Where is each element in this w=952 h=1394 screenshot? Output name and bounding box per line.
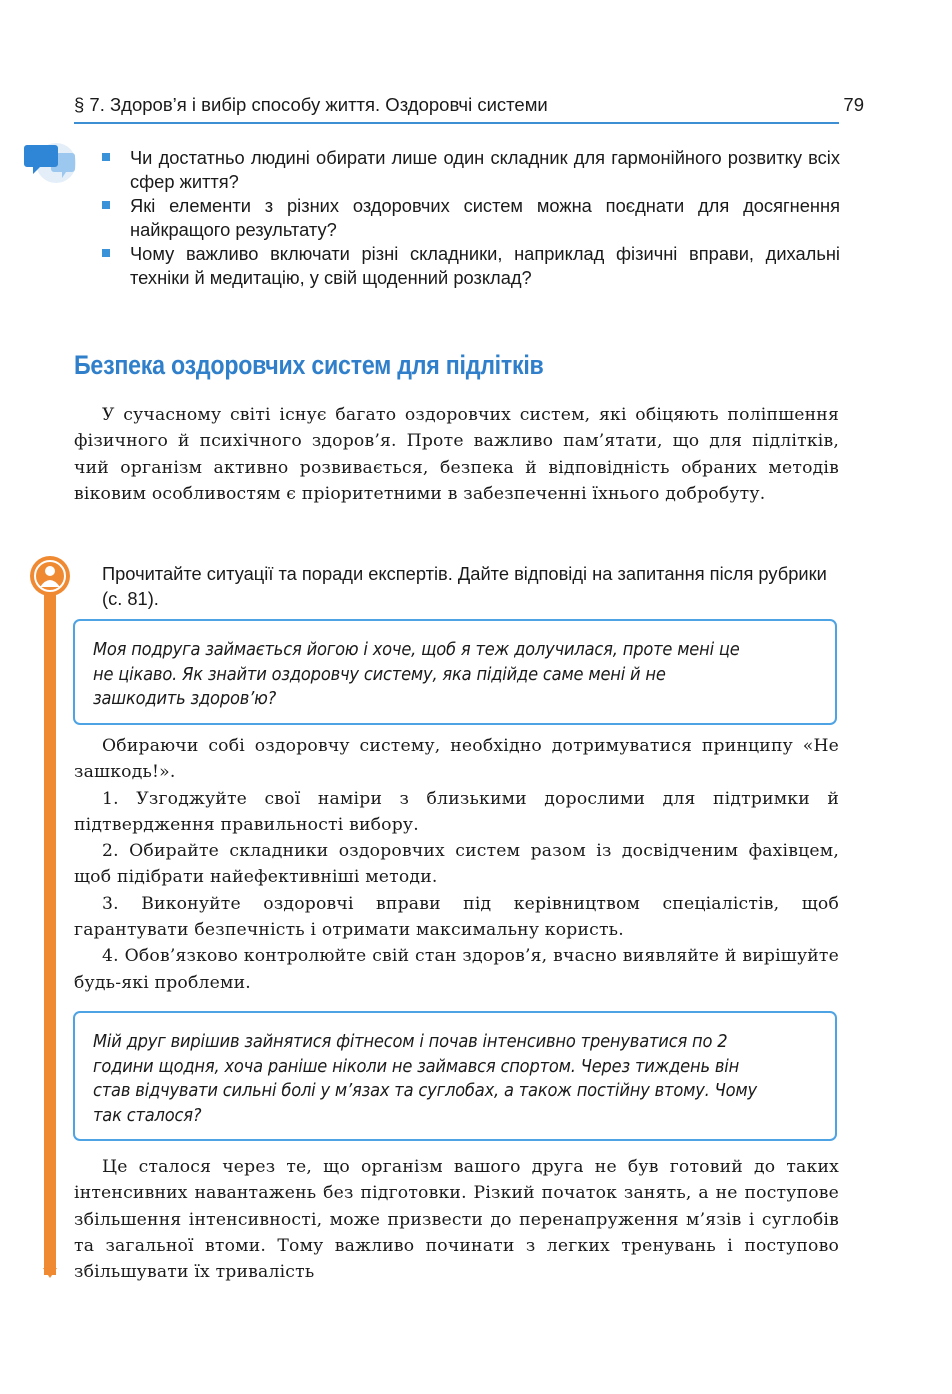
advice-item: 2. Обирайте складники оздоровчих систем разом із досвідченим фахівцем, щоб підібрати найефективніші методи.	[74, 841, 839, 888]
chat-bubbles-icon	[24, 141, 76, 185]
question-item	[100, 194, 840, 242]
intro-paragraph: У сучасному світі існує багато оздоровчих систем, які обіцяють поліпшення фізичного й психічного здоров’я. Проте важливо пам’ятати, що для підлітків, чий організм активно розвивається, безпека й відповідність обраних методів віковим особливостям є пріоритетними в забезпеченні їхнього добробуту.	[74, 405, 839, 504]
question-item	[100, 146, 840, 194]
advice-item: 4. Обов’язково контролюйте свій стан здоров’я, вчасно виявляйте й вирішуйте будь-які проблеми.	[74, 946, 839, 993]
expert-advice	[74, 733, 839, 996]
question-item	[100, 242, 840, 290]
situation-box	[73, 1011, 837, 1141]
question-text: Чому важливо включати різні складники, наприклад фізичні вправи, дихальні техніки й медитацію, у свій щоденний розклад?	[130, 243, 840, 288]
bullet-square-icon	[102, 249, 110, 257]
running-header	[74, 94, 864, 124]
header-divider	[74, 122, 839, 124]
question-text: Які елементи з різних оздоровчих систем можна поєднати для досягнення найкращого результату?	[130, 195, 840, 240]
bullet-square-icon	[102, 201, 110, 209]
discussion-questions	[100, 146, 840, 290]
advice-intro: Обираючи собі оздоровчу систему, необхідно дотримуватися принципу «Не зашкодь!».	[74, 736, 839, 783]
advice-item: 1. Узгоджуйте свої наміри з близькими дорослими для підтримки й підтвердження правильності вибору.	[74, 788, 839, 835]
expert-rail	[44, 590, 56, 1275]
page-number: 79	[843, 94, 864, 115]
bullet-square-icon	[102, 153, 110, 161]
expert-person-icon	[29, 555, 71, 597]
situation-text: Моя подруга займається йогою і хоче, щоб я теж долучилася, проте мені це не цікаво. Як знайти оздоровчу систему, яка підійде саме мені й не зашкодить здоров’ю?	[93, 640, 740, 709]
section-heading: Безпека оздоровчих систем для підлітків	[74, 350, 544, 380]
chapter-title: § 7. Здоров’я і вибір способу життя. Оздоровчі системи	[74, 94, 548, 115]
advice-item: 3. Виконуйте оздоровчі вправи під керівництвом спеціалістів, щоб гарантувати безпечність і отримати максимальну користь.	[74, 893, 839, 941]
question-text: Чи достатньо людині обирати лише один складник для гармонійного розвитку всіх сфер життя?	[130, 147, 840, 192]
situation-text: Мій друг вирішив зайнятися фітнесом і почав інтенсивно тренуватися по 2 години щодня, хоча раніше ніколи не займався спортом. Через тиждень він став відчувати сильні болі у м’язах та суглобах, а також постійну втому. Чому так сталося?	[93, 1032, 757, 1126]
expert-answer: Це сталося через те, що організм вашого друга не був готовий до таких інтенсивних навантажень без підготовки. Різкий початок занять, а не поступове збільшення інтенсивності, може призвести до перенапруження м’язів і суглобів та загальної втоми. Тому важливо починати з легких тренувань і поступово збільшувати їх тривалість	[74, 1157, 839, 1283]
arrow-down-icon	[43, 1268, 57, 1278]
task-instruction: Прочитайте ситуації та поради експертів. Дайте відповіді на запитання після рубрики (с. 81).	[102, 563, 827, 609]
situation-box	[73, 619, 837, 725]
